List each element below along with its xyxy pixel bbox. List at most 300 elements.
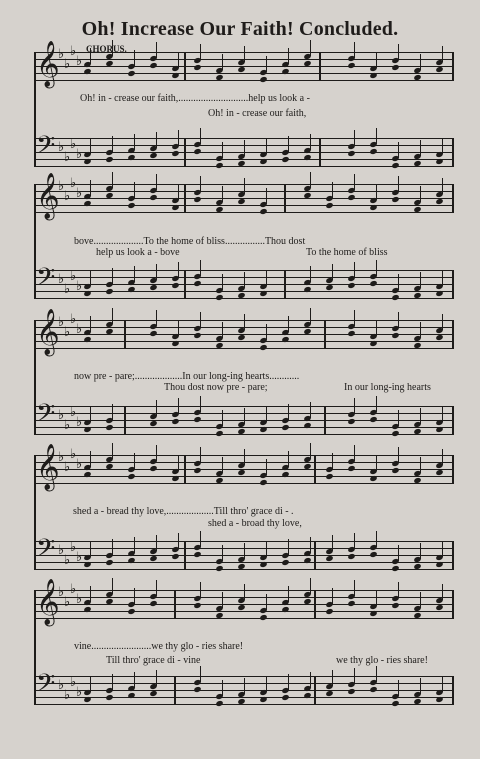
note-head <box>259 344 267 351</box>
note-stem <box>222 186 223 202</box>
bass-staff <box>34 263 452 302</box>
treble-staff <box>34 444 452 490</box>
note-head <box>435 334 443 341</box>
note-stem <box>244 140 245 156</box>
note-head <box>347 150 355 157</box>
note-stem <box>332 588 333 604</box>
note-stem <box>288 404 289 420</box>
note-stem <box>442 541 443 557</box>
flat-sign-icon: ♭ <box>64 553 71 568</box>
note-stem <box>90 586 91 602</box>
note-stem <box>288 48 289 64</box>
note-head <box>391 64 399 71</box>
note-head <box>391 162 399 169</box>
barline <box>452 406 454 435</box>
flat-sign-icon: ♭ <box>70 447 77 462</box>
flat-sign-icon: ♭ <box>58 47 65 62</box>
note-head <box>215 700 223 707</box>
note-stem <box>376 52 377 68</box>
bass-clef-icon: 𝄢 <box>36 534 56 569</box>
note-stem <box>398 274 399 290</box>
chorus-label: CHORUS. <box>86 44 127 54</box>
flat-sign-icon: ♭ <box>64 460 71 475</box>
staff-line <box>34 413 452 414</box>
flat-sign-icon: ♭ <box>76 186 83 201</box>
barline <box>184 455 186 484</box>
staff-line <box>34 212 452 213</box>
staff-line <box>34 455 452 456</box>
note-head <box>237 334 245 341</box>
barline <box>314 541 316 570</box>
staff-line <box>34 541 452 542</box>
staff-line <box>34 298 452 299</box>
bass-staff <box>34 131 452 170</box>
note-stem <box>398 447 399 463</box>
note-head <box>127 202 135 209</box>
flat-sign-icon: ♭ <box>76 457 83 472</box>
note-head <box>391 332 399 339</box>
note-head <box>347 194 355 201</box>
bass-clef-icon: 𝄢 <box>36 399 56 434</box>
bass-staff <box>34 669 452 708</box>
flat-sign-icon: ♭ <box>70 312 77 327</box>
note-stem <box>376 666 377 682</box>
barline <box>452 52 454 81</box>
note-stem <box>310 402 311 418</box>
barline <box>124 320 126 349</box>
note-stem <box>90 270 91 286</box>
flat-sign-icon: ♭ <box>70 540 77 555</box>
note-head <box>369 416 377 423</box>
barline <box>184 138 186 167</box>
note-stem <box>398 545 399 561</box>
note-stem <box>354 533 355 549</box>
note-head <box>369 340 377 347</box>
note-head <box>369 148 377 155</box>
flat-sign-icon: ♭ <box>58 315 65 330</box>
note-head <box>171 72 179 79</box>
note-head <box>215 294 223 301</box>
note-head <box>83 696 91 703</box>
staff-line <box>34 166 452 167</box>
note-stem <box>90 406 91 422</box>
note-stem <box>112 539 113 555</box>
note-stem <box>376 128 377 144</box>
flat-sign-icon: ♭ <box>64 595 71 610</box>
note-stem <box>354 398 355 414</box>
note-stem <box>134 134 135 150</box>
note-head <box>281 559 289 566</box>
note-stem <box>200 312 201 328</box>
staff-line <box>34 406 452 407</box>
staff-line <box>34 320 452 321</box>
note-stem <box>332 264 333 280</box>
note-stem <box>310 172 311 188</box>
note-head <box>171 553 179 560</box>
flat-sign-icon: ♭ <box>58 179 65 194</box>
flat-sign-icon: ♭ <box>58 272 65 287</box>
note-stem <box>134 182 135 198</box>
note-head <box>193 602 201 609</box>
barline <box>452 541 454 570</box>
system-bracket <box>34 52 36 167</box>
note-stem <box>90 451 91 467</box>
flat-sign-icon: ♭ <box>64 418 71 433</box>
note-stem <box>442 46 443 62</box>
note-head <box>193 416 201 423</box>
note-stem <box>200 531 201 547</box>
note-stem <box>376 184 377 200</box>
flat-sign-icon: ♭ <box>64 688 71 703</box>
staff-line <box>34 73 452 74</box>
note-stem <box>222 592 223 608</box>
note-head <box>149 555 157 562</box>
note-head <box>149 62 157 69</box>
note-head <box>259 208 267 215</box>
note-stem <box>376 590 377 606</box>
note-head <box>171 418 179 425</box>
note-head <box>105 156 113 163</box>
note-head <box>325 284 333 291</box>
note-stem <box>134 266 135 282</box>
staff-line <box>34 590 452 591</box>
note-stem <box>376 455 377 471</box>
flat-sign-icon: ♭ <box>70 44 77 59</box>
note-stem <box>442 449 443 465</box>
treble-clef-icon: 𝄞 <box>36 173 60 219</box>
note-head <box>83 426 91 433</box>
note-stem <box>266 188 267 204</box>
note-head <box>347 418 355 425</box>
note-stem <box>156 310 157 326</box>
note-stem <box>112 172 113 188</box>
note-head <box>149 465 157 472</box>
note-stem <box>244 449 245 465</box>
note-head <box>105 424 113 431</box>
note-head <box>193 686 201 693</box>
staff-line <box>34 270 452 271</box>
note-head <box>259 290 267 297</box>
upper-lyric: shed a - bread thy love,...................Till thro' grace di - . <box>73 506 294 517</box>
note-head <box>435 290 443 297</box>
note-head <box>347 330 355 337</box>
note-stem <box>354 262 355 278</box>
note-head <box>391 700 399 707</box>
flat-sign-icon: ♭ <box>64 189 71 204</box>
note-stem <box>200 128 201 144</box>
barline <box>184 52 186 81</box>
staff-line <box>34 483 452 484</box>
note-head <box>259 158 267 165</box>
note-head <box>369 475 377 482</box>
note-stem <box>398 176 399 192</box>
flat-sign-icon: ♭ <box>76 550 83 565</box>
flat-sign-icon: ♭ <box>58 408 65 423</box>
note-stem <box>156 535 157 551</box>
note-head <box>259 479 267 486</box>
note-stem <box>134 453 135 469</box>
note-stem <box>420 592 421 608</box>
note-stem <box>156 670 157 686</box>
note-head <box>149 420 157 427</box>
note-stem <box>266 270 267 286</box>
note-stem <box>398 582 399 598</box>
note-stem <box>354 310 355 326</box>
staff-line <box>34 548 452 549</box>
note-stem <box>222 457 223 473</box>
note-stem <box>266 541 267 557</box>
note-stem <box>222 54 223 70</box>
note-head <box>391 467 399 474</box>
barline <box>184 541 186 570</box>
flat-sign-icon: ♭ <box>64 325 71 340</box>
note-stem <box>134 50 135 66</box>
flat-sign-icon: ♭ <box>70 405 77 420</box>
system-bracket <box>34 590 36 705</box>
note-stem <box>332 182 333 198</box>
flat-sign-icon: ♭ <box>64 57 71 72</box>
note-head <box>325 555 333 562</box>
note-stem <box>178 455 179 471</box>
note-head <box>435 158 443 165</box>
note-stem <box>112 674 113 690</box>
note-stem <box>178 398 179 414</box>
note-stem <box>266 406 267 422</box>
flat-sign-icon: ♭ <box>76 685 83 700</box>
note-stem <box>200 260 201 276</box>
staff-line <box>34 138 452 139</box>
note-head <box>237 469 245 476</box>
flat-sign-icon: ♭ <box>70 269 77 284</box>
note-stem <box>398 142 399 158</box>
note-head <box>215 430 223 437</box>
note-head <box>369 686 377 693</box>
lower-lyric: Oh! in - crease our faith, <box>208 108 307 119</box>
lower-lyric: In our long-ing hearts <box>344 382 431 393</box>
note-stem <box>354 42 355 58</box>
note-stem <box>266 459 267 475</box>
page-title: Oh! Increase Our Faith! Concluded. <box>81 18 399 40</box>
note-stem <box>288 316 289 332</box>
note-head <box>391 602 399 609</box>
flat-sign-icon: ♭ <box>76 415 83 430</box>
note-stem <box>420 322 421 338</box>
note-stem <box>354 174 355 190</box>
note-head <box>171 475 179 482</box>
note-head <box>435 696 443 703</box>
note-stem <box>354 580 355 596</box>
lower-lyric: Thou dost now pre - pare; <box>164 382 268 393</box>
note-head <box>171 340 179 347</box>
note-stem <box>244 543 245 559</box>
note-head <box>171 204 179 211</box>
note-stem <box>222 322 223 338</box>
staff-line <box>34 611 452 612</box>
note-stem <box>310 537 311 553</box>
note-stem <box>332 535 333 551</box>
note-stem <box>310 40 311 56</box>
flat-sign-icon: ♭ <box>58 450 65 465</box>
barline <box>452 590 454 619</box>
note-stem <box>398 680 399 696</box>
note-stem <box>112 268 113 284</box>
note-head <box>347 465 355 472</box>
flat-sign-icon: ♭ <box>64 150 71 165</box>
bass-staff <box>34 534 452 573</box>
staff-line <box>34 476 452 477</box>
note-stem <box>442 584 443 600</box>
note-stem <box>420 54 421 70</box>
note-stem <box>244 408 245 424</box>
note-head <box>435 198 443 205</box>
note-stem <box>90 138 91 154</box>
note-head <box>347 282 355 289</box>
treble-staff <box>34 173 452 219</box>
treble-staff <box>34 309 452 355</box>
barline <box>184 184 186 213</box>
note-stem <box>310 308 311 324</box>
upper-lyric: vine........................we thy glo - ries share! <box>74 641 244 652</box>
note-stem <box>310 134 311 150</box>
note-head <box>281 156 289 163</box>
barline <box>124 406 126 435</box>
note-stem <box>156 445 157 461</box>
note-stem <box>178 320 179 336</box>
note-stem <box>376 396 377 412</box>
staff-line <box>34 184 452 185</box>
note-head <box>435 561 443 568</box>
note-stem <box>244 678 245 694</box>
note-head <box>105 694 113 701</box>
note-stem <box>156 264 157 280</box>
note-head <box>435 66 443 73</box>
bass-clef-icon: 𝄢 <box>36 263 56 298</box>
barline <box>319 52 321 81</box>
note-stem <box>112 443 113 459</box>
barline <box>452 676 454 705</box>
note-stem <box>332 670 333 686</box>
note-head <box>193 280 201 287</box>
note-stem <box>200 666 201 682</box>
note-head <box>435 469 443 476</box>
flat-sign-icon: ♭ <box>76 322 83 337</box>
flat-sign-icon: ♭ <box>76 147 83 162</box>
note-head <box>127 608 135 615</box>
note-stem <box>134 537 135 553</box>
flat-sign-icon: ♭ <box>70 176 77 191</box>
barline <box>324 406 326 435</box>
note-stem <box>420 140 421 156</box>
note-head <box>369 72 377 79</box>
note-stem <box>354 130 355 146</box>
note-head <box>193 332 201 339</box>
note-head <box>259 696 267 703</box>
note-stem <box>442 138 443 154</box>
note-head <box>391 430 399 437</box>
note-stem <box>178 184 179 200</box>
note-stem <box>112 136 113 152</box>
note-head <box>237 66 245 73</box>
barline <box>452 138 454 167</box>
note-stem <box>442 314 443 330</box>
treble-clef-icon: 𝄞 <box>36 309 60 355</box>
staff-line <box>34 704 452 705</box>
staff-line <box>34 618 452 619</box>
note-head <box>259 561 267 568</box>
note-stem <box>200 582 201 598</box>
staff-line <box>34 348 452 349</box>
note-head <box>391 565 399 572</box>
note-stem <box>398 312 399 328</box>
note-stem <box>200 176 201 192</box>
note-stem <box>200 44 201 60</box>
note-head <box>193 196 201 203</box>
note-stem <box>244 584 245 600</box>
note-head <box>369 610 377 617</box>
staff-line <box>34 277 452 278</box>
bass-staff <box>34 399 452 438</box>
note-stem <box>420 272 421 288</box>
system-bracket <box>34 320 36 435</box>
note-stem <box>244 178 245 194</box>
barline <box>174 676 176 705</box>
note-stem <box>332 453 333 469</box>
note-head <box>171 282 179 289</box>
note-stem <box>222 545 223 561</box>
note-stem <box>354 668 355 684</box>
note-stem <box>310 443 311 459</box>
note-stem <box>244 314 245 330</box>
note-head <box>127 473 135 480</box>
note-head <box>325 202 333 209</box>
upper-lyric: bove....................To the home of bliss................Thou dost <box>74 236 306 247</box>
barline <box>184 270 186 299</box>
note-stem <box>112 308 113 324</box>
note-head <box>237 198 245 205</box>
barline <box>314 590 316 619</box>
barline <box>284 184 286 213</box>
note-head <box>435 604 443 611</box>
note-head <box>193 64 201 71</box>
staff-line <box>34 145 452 146</box>
note-stem <box>420 678 421 694</box>
note-stem <box>112 578 113 594</box>
flat-sign-icon: ♭ <box>70 137 77 152</box>
note-stem <box>288 674 289 690</box>
flat-sign-icon: ♭ <box>76 279 83 294</box>
note-head <box>325 690 333 697</box>
note-stem <box>112 404 113 420</box>
note-head <box>391 196 399 203</box>
note-head <box>347 62 355 69</box>
note-stem <box>90 316 91 332</box>
note-head <box>149 600 157 607</box>
note-head <box>347 688 355 695</box>
note-stem <box>266 324 267 340</box>
note-stem <box>310 266 311 282</box>
staff-line <box>34 434 452 435</box>
flat-sign-icon: ♭ <box>64 282 71 297</box>
note-stem <box>420 457 421 473</box>
note-stem <box>156 174 157 190</box>
barline <box>319 138 321 167</box>
note-stem <box>266 594 267 610</box>
treble-clef-icon: 𝄞 <box>36 579 60 625</box>
note-stem <box>90 676 91 692</box>
note-head <box>149 284 157 291</box>
barline <box>314 455 316 484</box>
note-head <box>193 551 201 558</box>
